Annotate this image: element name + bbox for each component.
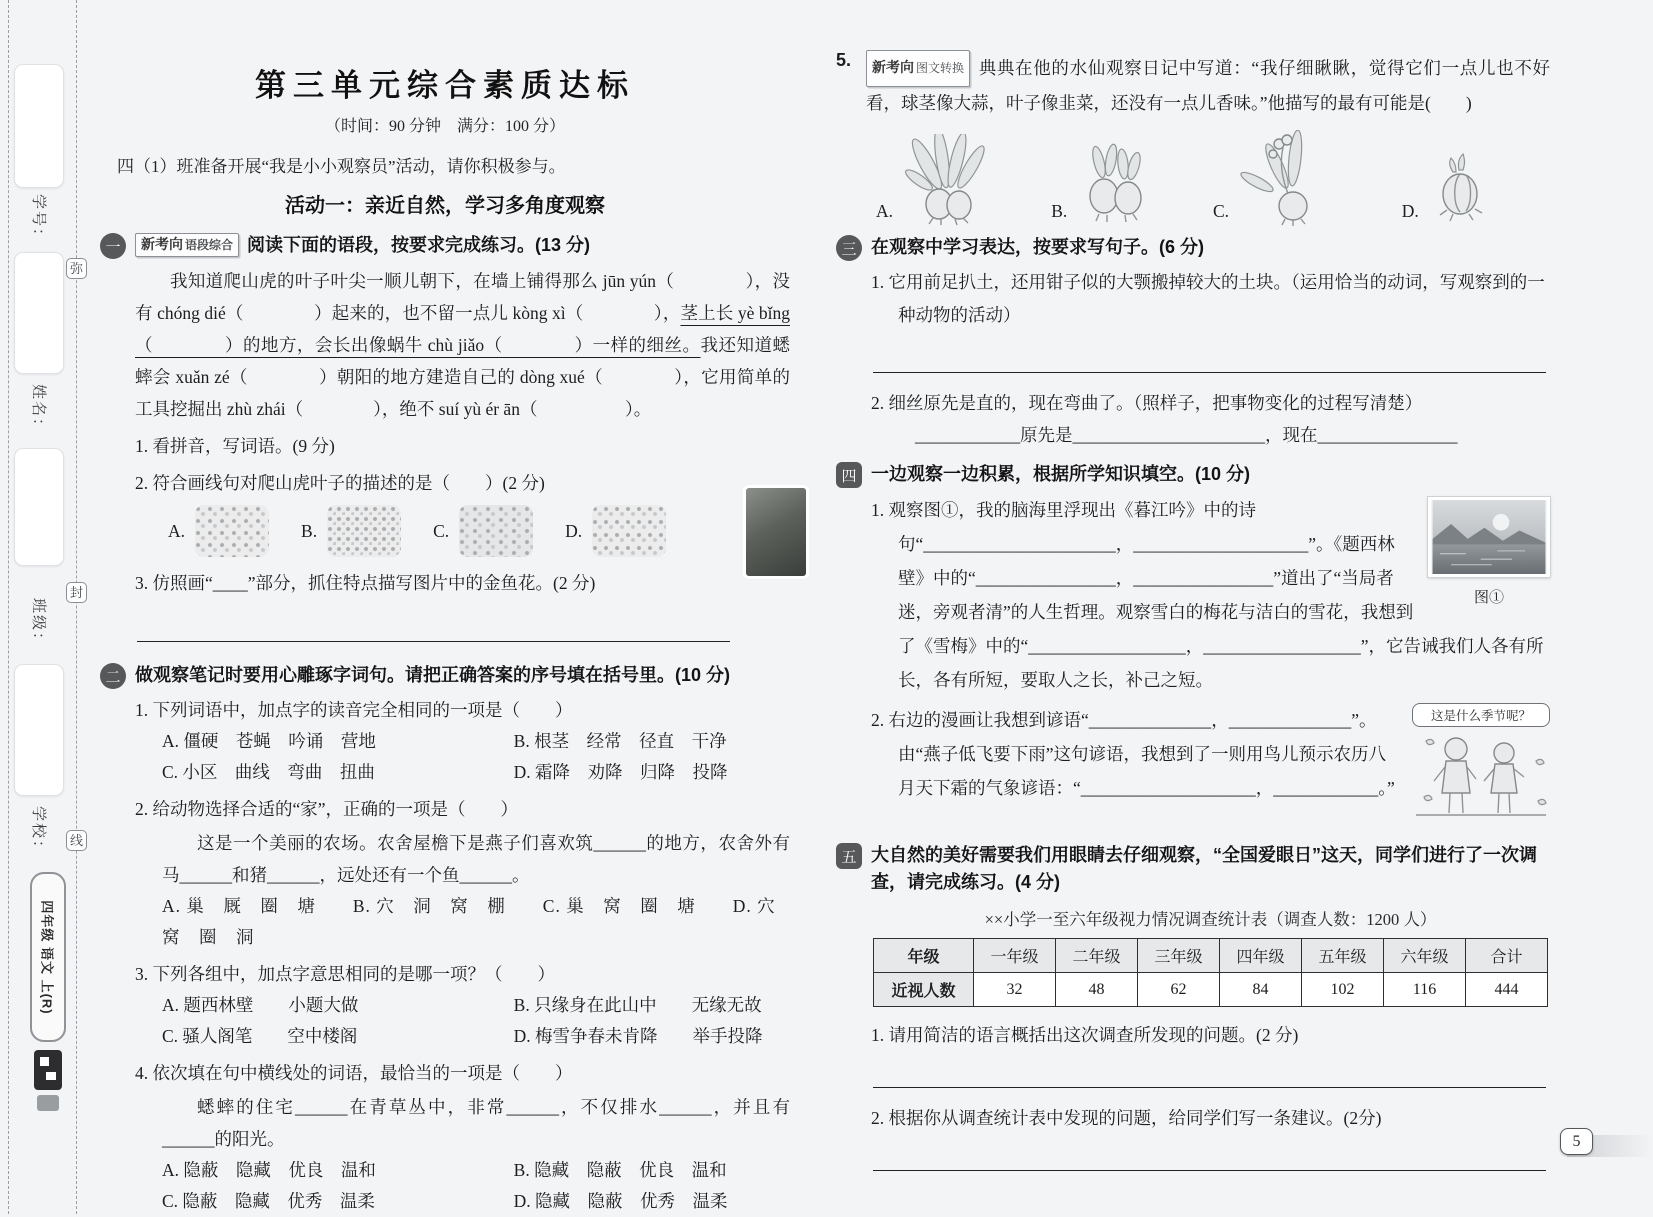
sec2-q4-text: 蟋蟀的住宅______在青草丛中，非常______，不仅排水______，并且有______的阳光。	[162, 1097, 790, 1149]
option: C. 小区 曲线 弯曲 扭曲	[162, 762, 375, 782]
option: A. 隐蔽 隐藏 优良 温和	[162, 1160, 376, 1180]
sec2-q1-options-row2	[135, 757, 790, 788]
season-cartoon	[1412, 703, 1550, 828]
option: A. 僵硬 苍蝇 吟诵 营地	[162, 731, 376, 751]
new-exam-trend-badge	[135, 233, 239, 257]
fold-dashed-line-outer	[8, 0, 9, 1214]
q5-option-b	[1051, 140, 1213, 226]
table-header-cell: 四年级	[1220, 939, 1302, 973]
book-edition-tag: 四年级 语文 上(R)	[30, 872, 66, 1042]
section-3-number-badge: 三	[836, 235, 862, 261]
flowering-narcissus-illustration	[1233, 130, 1341, 226]
section-4-heading: 一边观察一边积累，根据所学知识填空。(10 分)	[871, 464, 1251, 484]
left-page-column	[100, 60, 795, 1217]
table-data-row	[874, 973, 1548, 1007]
answer-line	[873, 1087, 1546, 1088]
table-header-cell: 三年级	[1138, 939, 1220, 973]
sec4-q1: 1. 观察图①，我的脑海里浮现出《暮江吟》中的诗句“______________________，____________________”。《题西林壁》中的“________________，________________”道出了“当局者迷，旁观者清”的人生哲理。观察雪白的梅花与洁白的雪花，我想到了《雪梅》中的“__________________，__________________”，它告诫我们人各有所长，各有所短，要取人之长，补己之短。	[871, 500, 1544, 690]
sec3-q2-fill-line: ____________原先是______________________，现在________________	[915, 425, 1458, 445]
page-number-badge: 5	[1560, 1128, 1593, 1155]
seal-char-mi: 弥	[66, 258, 87, 279]
badge-sub-label: 图文转换	[916, 61, 965, 75]
table-cell: 84	[1220, 973, 1302, 1007]
table-cell: 102	[1302, 973, 1384, 1007]
fold-dashed-line-inner	[76, 0, 77, 1214]
option: A. 题西林壁 小题大做	[162, 995, 359, 1015]
option: C. 隐蔽 隐藏 优秀 温柔	[162, 1191, 375, 1211]
reading-passage	[135, 265, 790, 425]
table-cell: 444	[1466, 973, 1548, 1007]
option: D. 梅雪争春未肯降 举手投降	[513, 1026, 763, 1046]
sec5-q2: 2. 根据你从调查统计表中发现的问题，给同学们写一条建议。(2分)	[871, 1108, 1382, 1128]
name-label: 姓名：	[29, 383, 46, 435]
table-header-cell: 二年级	[1056, 939, 1138, 973]
sec1-q1: 1. 看拼音，写词语。(9 分)	[135, 436, 335, 456]
intro-text: 四（1）班准备开展“我是小小观察员”活动，请你积极参与。	[117, 157, 566, 176]
section-1-number-badge: 一	[100, 233, 126, 259]
sec4-q2: 2. 右边的漫画让我想到谚语“______________，______________”。由“燕子低飞要下雨”这句谚语，我想到了一则用鸟儿预示农历八月天下霜的气象谚语：“____________________，____________。”	[871, 710, 1395, 798]
section-5-number-badge: 五	[836, 843, 862, 869]
section-4	[836, 461, 1550, 832]
q5-text-block	[866, 50, 1550, 120]
option: B. 只缘身在此山中 无缘无故	[513, 995, 762, 1015]
leaf-pattern-b	[327, 505, 401, 557]
sec2-q3-options-row1	[135, 990, 790, 1021]
brand-logo-block	[34, 1050, 62, 1090]
section-5-heading: 大自然的美好需要我们用眼睛去仔细观察，“全国爱眼日”这天，同学们进行了一次调查，请完成练习。(4 分)	[871, 845, 1537, 892]
speech-bubble: 这是什么季节呢？	[1412, 703, 1550, 727]
table-header-cell: 六年级	[1384, 939, 1466, 973]
option-a-label: A.	[876, 201, 894, 221]
two-children-illustration	[1412, 727, 1550, 823]
option-c-label: C.	[433, 520, 450, 541]
question-5	[836, 50, 1550, 226]
table-cell: 62	[1138, 973, 1220, 1007]
student-id-writein-box	[14, 64, 64, 188]
section-1-heading-text: 阅读下面的语段，按要求完成练习。(13 分)	[247, 235, 591, 255]
new-exam-trend-badge	[866, 50, 970, 87]
option: B. 隐藏 隐蔽 优良 温和	[513, 1160, 727, 1180]
table-cell: 116	[1384, 973, 1466, 1007]
option-d-label: D.	[565, 520, 583, 541]
goldfish-plant-photo	[746, 488, 806, 576]
school-writein-box	[14, 664, 64, 796]
sec1-q2: 2. 符合画线句对爬山虎叶子的描述的是（ ）(2 分)	[135, 473, 545, 493]
option-c-label: C.	[1212, 201, 1230, 221]
figure-1-caption: 图①	[1473, 590, 1504, 606]
answer-line	[873, 372, 1546, 373]
brand-logo-base	[37, 1095, 59, 1111]
section-2-heading: 做观察笔记时要用心雕琢字词句。请把正确答案的序号填在括号里。(10 分)	[135, 665, 731, 685]
section-3-heading: 在观察中学习表达，按要求写句子。(6 分)	[871, 237, 1204, 257]
section-2	[100, 662, 795, 1217]
sec3-q1: 1. 它用前足扒土，还用钳子似的大颚搬掉较大的土块。（运用恰当的动词，写观察到的一种动物的活动）	[871, 272, 1545, 325]
table-row-label: 近视人数	[874, 973, 974, 1007]
passage-part-1: 我知道爬山虎的叶子叶尖一顺儿朝下，在墙上铺得那么 jūn yún（ ），没有 chóng dié（ ）起来的，也不留一点儿 kòng xì（ ），	[135, 271, 790, 323]
brand-logo-mark	[40, 1057, 49, 1066]
table-cell: 32	[974, 973, 1056, 1007]
badge-new-label: 新考向	[141, 236, 183, 252]
sec2-q3-options-row2	[135, 1021, 790, 1052]
passage-part-3: 我还知道蟋蟀会 xuǎn zé（ ）朝阳的地方建造自己的 dòng xué（ ），它用简单的工具挖掘出 zhù zhái（ ），绝不 suí yù ér ān（ ）。	[135, 335, 791, 419]
table-cell: 48	[1056, 973, 1138, 1007]
single-bulb-illustration	[1423, 152, 1497, 226]
badge-new-label: 新考向	[872, 59, 914, 75]
class-writein-box	[14, 448, 64, 566]
narcissus-clump-illustration	[897, 134, 1001, 226]
option: C. 骚人阁笔 空中楼阁	[162, 1026, 358, 1046]
sec4-q2-block	[871, 703, 1550, 805]
sec2-q2-options: A. 巢 厩 圈 塘 B. 穴 洞 窝 棚 C. 巢 窝 圈 塘 D. 穴 窝 圈 洞	[162, 896, 795, 947]
option: D. 霜降 劝降 归降 投降	[513, 762, 728, 782]
option-b-label: B.	[1051, 201, 1068, 221]
two-bulbs-illustration	[1071, 140, 1157, 226]
badge-sub-label: 语段综合	[185, 238, 234, 252]
leaf-pattern-d	[592, 505, 666, 557]
student-id-label: 学号：	[29, 193, 46, 245]
sec2-q4-options-row2	[135, 1186, 790, 1217]
vision-survey-table	[873, 938, 1548, 1007]
sec1-q3: 3. 仿照画“____”部分，抓住特点描写图片中的金鱼花。(2 分)	[135, 573, 596, 593]
sunset-lake-photo	[1428, 497, 1550, 577]
paper-time-score: （时间：90 分钟 满分：100 分）	[324, 118, 565, 135]
table-header-cell: 年级	[874, 939, 974, 973]
table-header-cell: 一年级	[974, 939, 1056, 973]
survey-table-title: ××小学一至六年级视力情况调查统计表（调查人数：1200 人）	[984, 910, 1437, 929]
class-label: 班级：	[29, 597, 46, 649]
figure-1	[1428, 497, 1550, 607]
seal-char-feng: 封	[66, 582, 87, 603]
section-5	[836, 842, 1550, 1171]
school-label: 学校：	[29, 805, 46, 857]
brand-logo-mark2	[46, 1072, 56, 1080]
answer-line	[873, 1170, 1546, 1171]
sec2-q3: 3. 下列各组中，加点字意思相同的是哪一项？（ ）	[135, 964, 555, 984]
leaf-pattern-c	[459, 505, 533, 557]
option: D. 隐藏 隐蔽 优秀 温柔	[513, 1191, 728, 1211]
q5-option-d	[1402, 152, 1497, 226]
table-header-cell: 合计	[1466, 939, 1548, 973]
sec2-q2: 2. 给动物选择合适的“家”，正确的一项是（ ）	[135, 799, 519, 819]
section-2-number-badge: 二	[100, 663, 126, 689]
q5-options	[866, 130, 1550, 226]
sec2-q4-options-row1	[135, 1155, 790, 1186]
activity-heading: 活动一：亲近自然，学习多角度观察	[285, 195, 605, 217]
q5-number: 5.	[836, 50, 852, 70]
table-header-row	[874, 939, 1548, 973]
name-writein-box	[14, 252, 64, 374]
table-header-cell: 五年级	[1302, 939, 1384, 973]
sec3-q2: 2. 细丝原先是直的，现在弯曲了。（照样子，把事物变化的过程写清楚）	[871, 393, 1423, 413]
option-b-label: B.	[301, 520, 318, 541]
q5-text: 典典在他的水仙观察日记中写道：“我仔细瞅瞅，觉得它们一点儿也不好看，球茎像大蒜，叶子像韭菜，还没有一点儿香味。”他描写的最有可能是( )	[866, 58, 1550, 113]
section-4-number-badge: 四	[836, 462, 862, 488]
sec2-q4: 4. 依次填在句中横线处的词语，最恰当的一项是（ ）	[135, 1063, 573, 1083]
leaf-pattern-a	[195, 505, 269, 557]
sec4-q1-block	[871, 493, 1550, 697]
sec5-q1: 1. 请用简洁的语言概括出这次调查所发现的问题。(2 分)	[871, 1025, 1299, 1045]
q5-option-a	[876, 134, 1051, 226]
option-d-label: D.	[1401, 201, 1419, 221]
paper-title: 第三单元综合素质达标	[255, 68, 635, 103]
passage-part-underlined: 茎上长 yè bǐng（ ）的地方，会长出像蜗牛 chù jiǎo（ ）一样的细丝。	[135, 303, 790, 355]
right-page-column	[836, 50, 1550, 1171]
sec1-q2-options	[135, 505, 790, 557]
sec2-q1-options-row1	[135, 726, 790, 757]
q5-option-c	[1213, 130, 1402, 226]
option: B. 根茎 经常 径直 干净	[513, 731, 727, 751]
section-3	[836, 234, 1550, 451]
sec2-q1: 1. 下列词语中，加点字的读音完全相同的一项是（ ）	[135, 700, 573, 720]
sec2-q2-text: 这是一个美丽的农场。农舍屋檐下是燕子们喜欢筑______的地方，农舍外有马______和猪______，远处还有一个鱼______。	[162, 833, 790, 885]
brand-logo-stamp	[32, 1050, 66, 1114]
section-1-heading	[135, 232, 790, 259]
answer-line	[137, 641, 730, 642]
seal-char-xian: 线	[66, 830, 87, 851]
option-a-label: A.	[168, 520, 186, 541]
section-1	[100, 232, 790, 642]
